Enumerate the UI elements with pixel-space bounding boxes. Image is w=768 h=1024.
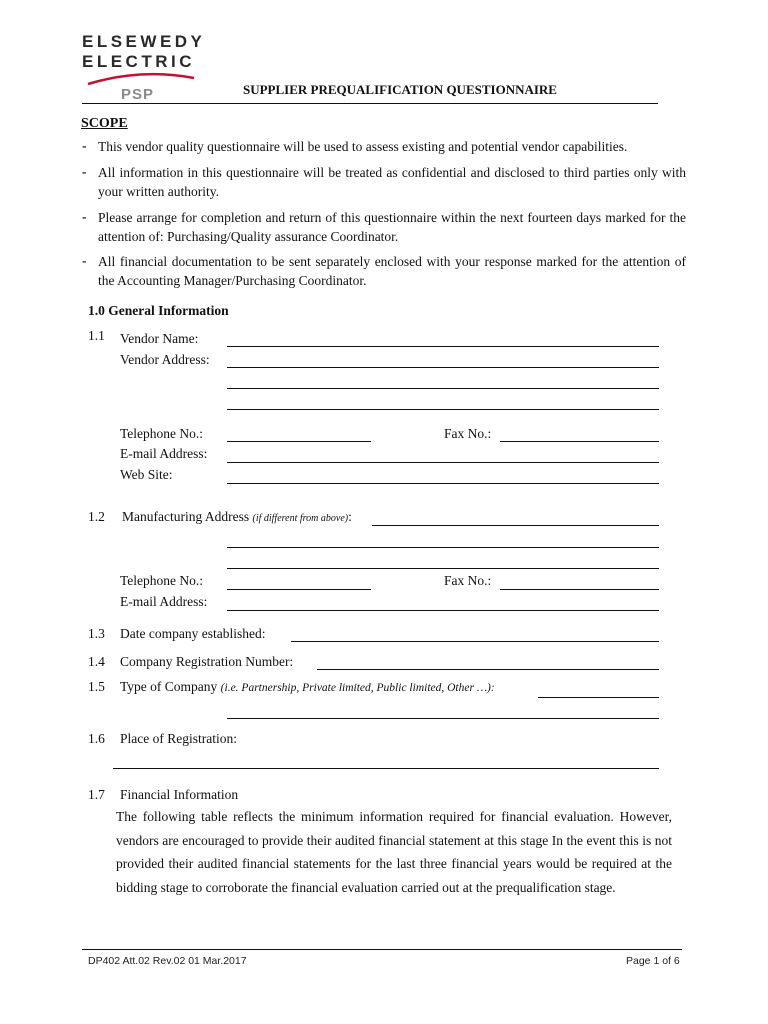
fax-label: Fax No.: (444, 426, 492, 441)
logo-text-line2: ELECTRIC (82, 52, 195, 71)
page-number: Page 1 of 6 (626, 955, 680, 967)
telephone-field[interactable] (227, 441, 371, 442)
date-established-label: Date company established: (120, 626, 266, 641)
place-registration-field[interactable] (113, 768, 659, 769)
scope-item: All information in this questionnaire will be treated as confidential and disclosed to third parties only with your written authority. (98, 165, 686, 199)
company-type-field[interactable] (538, 697, 659, 698)
manufacturing-address-note: (if different from above) (252, 513, 349, 524)
section-number: 1.7 (88, 787, 105, 802)
email-label: E-mail Address: (120, 594, 208, 609)
logo-swoosh-icon (86, 72, 196, 86)
registration-number-field[interactable] (317, 669, 659, 670)
vendor-address-field[interactable] (227, 409, 659, 410)
manufacturing-address-label (122, 509, 352, 527)
telephone-label: Telephone No.: (120, 426, 204, 441)
registration-number-label: Company Registration Number: (120, 654, 294, 669)
manufacturing-address-text: Manufacturing Address (122, 509, 250, 524)
company-type-label (120, 679, 495, 696)
company-type-note: (i.e. Partnership, Private limited, Public limited, Other …): (220, 682, 495, 694)
logo-subtext: PSP (121, 86, 155, 103)
email-label: E-mail Address: (120, 446, 208, 461)
vendor-name-label: Vendor Name: (120, 331, 199, 346)
vendor-address-field[interactable] (227, 388, 659, 389)
manufacturing-address-field[interactable] (227, 568, 659, 569)
section-number: 1.1 (88, 328, 105, 343)
company-logo (82, 30, 206, 106)
header-divider (82, 103, 658, 104)
logo-text-line1: ELSEWEDY (82, 32, 206, 51)
website-label: Web Site: (120, 467, 173, 482)
scope-item: All financial documentation to be sent separately enclosed with your response marked for the attention of the Accounting Manager/Purchasing Coordinator. (98, 254, 686, 288)
email-field[interactable] (227, 462, 659, 463)
email-field[interactable] (227, 610, 659, 611)
manufacturing-address-field[interactable] (227, 547, 659, 548)
fax-field[interactable] (500, 441, 659, 442)
bullet: - (82, 209, 87, 224)
vendor-address-label: Vendor Address: (120, 352, 210, 367)
vendor-address-field[interactable] (227, 367, 659, 368)
section-number: 1.4 (88, 654, 105, 669)
company-type-text: Type of Company (120, 679, 218, 694)
company-type-field[interactable] (227, 718, 659, 719)
bullet: - (82, 253, 87, 268)
manufacturing-address-field[interactable] (372, 525, 659, 526)
fax-field[interactable] (500, 589, 659, 590)
scope-item: This vendor quality questionnaire will be used to assess existing and potential vendor capabilities. (98, 139, 628, 154)
financial-info-label: Financial Information (120, 787, 239, 802)
section-heading: 1.0 General Information (88, 303, 229, 318)
fax-label: Fax No.: (444, 573, 492, 588)
place-registration-label: Place of Registration: (120, 731, 237, 746)
section-number: 1.3 (88, 626, 105, 641)
bullet: - (82, 138, 87, 153)
vendor-name-field[interactable] (227, 346, 659, 347)
footer-divider (82, 949, 682, 950)
date-established-field[interactable] (291, 641, 659, 642)
bullet: - (82, 164, 87, 179)
scope-heading: SCOPE (81, 116, 128, 131)
financial-info-paragraph: The following table reflects the minimum information required for financial evaluation. However, vendors are encouraged to provide their audited financial statement at this stage In the event this is not provided their audited financial statements for the last three financial years would be required at the bidding stage to corroborate the financial evaluation carried out at the prequalification stage. (116, 809, 672, 895)
section-number: 1.6 (88, 731, 105, 746)
section-number: 1.5 (88, 679, 105, 694)
page-title: SUPPLIER PREQUALIFICATION QUESTIONNAIRE (243, 82, 557, 97)
scope-item: Please arrange for completion and return of this questionnaire within the next fourteen days marked for the attention of: Purchasing/Quality assurance Coordinator. (98, 210, 686, 244)
document-reference: DP402 Att.02 Rev.02 01 Mar.2017 (88, 955, 247, 967)
website-field[interactable] (227, 483, 659, 484)
section-number: 1.2 (88, 509, 105, 524)
telephone-field[interactable] (227, 589, 371, 590)
colon: : (348, 509, 352, 524)
telephone-label: Telephone No.: (120, 573, 204, 588)
